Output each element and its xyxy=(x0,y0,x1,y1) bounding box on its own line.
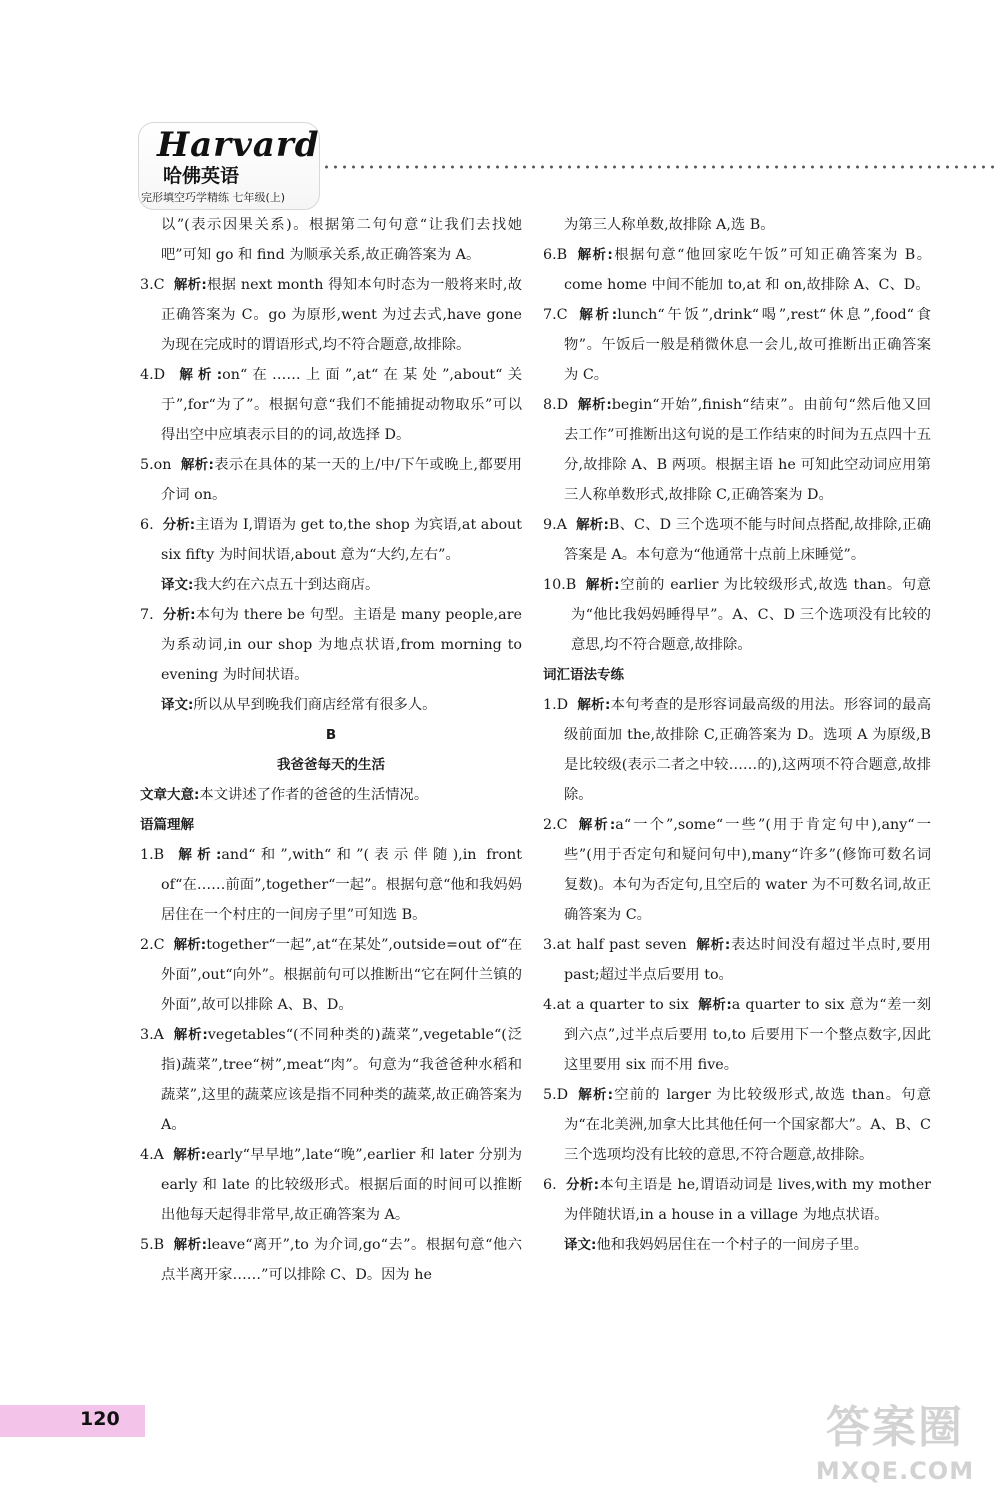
watermark-chinese: 答案圈 xyxy=(826,1402,964,1453)
book-subtitle: 完形填空巧学精练 七年级(上) xyxy=(141,191,286,204)
item-keyword: 解析: xyxy=(585,577,620,593)
item-text: 语篇理解 xyxy=(140,817,194,833)
item-text: 本文讲述了作者的爸爸的生活情况。 xyxy=(199,787,429,803)
answer-item xyxy=(543,240,931,300)
answer-item xyxy=(140,570,522,600)
answer-item xyxy=(140,690,522,720)
brand-english-title: Harvard xyxy=(157,125,320,165)
item-text: a quarter to six 意为“差一刻到六点”,过半点后要用 to,to 后要用下一个整点数字,因此这里要用 six 而不用 five。 xyxy=(564,997,932,1073)
answer-item xyxy=(543,990,931,1080)
item-number: 4.at a quarter to six xyxy=(543,997,689,1013)
item-number: 3.at half past seven xyxy=(543,937,687,953)
item-keyword: 解析: xyxy=(577,697,611,713)
answer-item xyxy=(140,450,522,510)
site-watermark xyxy=(800,1400,990,1495)
answer-item xyxy=(140,360,522,450)
item-text: begin“开始”,finish“结束”。由前句“然后他又回去工作”可推断出这句说的是工作结束的时间为五点四十五分,故排除 A、B 两项。根据主语 he 可知此空动词应用第三人称单数形式,故排除 C,正确答案为 D。 xyxy=(564,397,931,503)
item-number: 6. xyxy=(543,1177,557,1193)
answer-item xyxy=(140,840,522,930)
item-text: 他和我妈妈居住在一个村子的一间房子里。 xyxy=(596,1237,869,1253)
item-text: 为第三人称单数,故排除 A,选 B。 xyxy=(564,217,775,233)
page-number: 120 xyxy=(80,1408,120,1430)
item-keyword: 解析: xyxy=(173,1237,208,1253)
item-keyword: 译文: xyxy=(564,1237,597,1253)
item-text: 空前的 larger 为比较级形式,故选 than。句意为“在北美洲,加拿大比其他任何一个国家都大”。A、B、C 三个选项均没有比较的意思,不符合题意,故排除。 xyxy=(564,1087,931,1163)
item-number: 5.on xyxy=(140,457,172,473)
answer-item xyxy=(140,210,522,270)
item-keyword: 文章大意: xyxy=(140,787,200,803)
item-keyword: 解析: xyxy=(180,457,214,473)
item-number: 5.D xyxy=(543,1087,569,1103)
item-text: 表达时间没有超过半点时,要用 past;超过半点后要用 to。 xyxy=(564,937,931,983)
item-keyword: 译文: xyxy=(161,697,194,713)
answer-item xyxy=(140,810,522,840)
item-text: 以”(表示因果关系)。根据第二句句意“让我们去找她吧”可知 go 和 find 为顺承关系,故正确答案为 A。 xyxy=(161,217,522,263)
answer-item xyxy=(543,1170,931,1230)
answer-item xyxy=(140,1230,522,1290)
answer-item xyxy=(140,930,522,1020)
answer-item xyxy=(543,1080,931,1170)
brand-chinese-title: 哈佛英语 xyxy=(163,165,240,187)
item-keyword: 译文: xyxy=(161,577,194,593)
answer-item xyxy=(543,210,931,240)
item-keyword: 解析: xyxy=(172,1027,208,1043)
item-keyword: 解析: xyxy=(575,517,609,533)
item-number: 1.D xyxy=(543,697,569,713)
item-number: 6.B xyxy=(543,247,568,263)
item-keyword: 解析: xyxy=(174,367,223,383)
item-keyword: 解析: xyxy=(576,817,616,833)
answer-item xyxy=(543,570,931,660)
item-keyword: 解析: xyxy=(695,937,731,953)
item-number: 10.B xyxy=(543,577,577,593)
answer-item xyxy=(140,1020,522,1140)
answer-item xyxy=(543,690,931,810)
item-text: vegetables“(不同种类的)蔬菜”,vegetable“(泛指)蔬菜”,tree“树”,meat“肉”。句意为“我爸爸种水稻和蔬菜”,这里的蔬菜应该是指不同种类的蔬菜,故正确答案为 A。 xyxy=(161,1027,522,1133)
answer-item xyxy=(140,750,522,780)
item-keyword: 分析: xyxy=(162,607,196,623)
item-keyword: 分析: xyxy=(565,1177,600,1193)
answer-item xyxy=(543,1230,931,1260)
item-text: a“一个”,some“一些”(用于肯定句中),any“一些”(用于否定句和疑问句中),many“许多”(修饰可数名词复数)。本句为否定句,且空后的 water 为不可数名词,故正确答案为 C。 xyxy=(564,817,931,923)
item-text: 所以从早到晚我们商店经常有很多人。 xyxy=(193,697,437,713)
answer-item xyxy=(543,660,931,690)
item-text: 空前的 earlier 为比较级形式,故选 than。句意为“他比我妈妈睡得早”。A、C、D 三个选项没有比较的意思,均不符合题意,故排除。 xyxy=(571,577,931,653)
item-number: 1.B xyxy=(140,847,165,863)
item-keyword: 解析: xyxy=(577,1087,614,1103)
item-text: 本句考查的是形容词最高级的用法。形容词的最高级前面加 the,故排除 C,正确答案为 D。选项 A 为原级,B 是比较级(表示二者之中较……的),这两项不符合题意,故排除。 xyxy=(564,697,931,803)
item-number: 5.B xyxy=(140,1237,165,1253)
item-text: 主语为 I,谓语为 get to,the shop 为宾语,at about six fifty 为时间状语,about 意为“大约,左右”。 xyxy=(161,517,523,563)
item-number: 4.D xyxy=(140,367,166,383)
answer-item xyxy=(543,300,931,390)
answer-item xyxy=(140,600,522,690)
book-brand-logo xyxy=(138,122,320,210)
item-number: 7. xyxy=(140,607,154,623)
answer-item xyxy=(543,510,931,570)
item-text: 本句主语是 he,谓语动词是 lives,with my mother 为伴随状语,in a house in a village 为地点状语。 xyxy=(564,1177,932,1223)
item-keyword: 解析: xyxy=(577,397,612,413)
answer-item xyxy=(543,390,931,510)
item-text: lunch“午饭”,drink“喝”,rest“休息”,food“食物”。午饭后一般是稍微休息一会儿,故可推断出正确答案为 C。 xyxy=(564,307,931,383)
item-number: 4.A xyxy=(140,1147,164,1163)
item-number: 2.C xyxy=(543,817,568,833)
item-text: 根据 next month 得知本句时态为一般将来时,故正确答案为 C。go 为原形,went 为过去式,have gone 为现在完成时的谓语形式,均不符合题意,故排除。 xyxy=(161,277,523,353)
item-text: 表示在具体的某一天的上/中/下午或晚上,都要用介词 on。 xyxy=(161,457,522,503)
item-text: 根据句意“他回家吃午饭”可知正确答案为 B。come home 中间不能加 to,at 和 on,故排除 A、C、D。 xyxy=(564,247,931,293)
answer-item xyxy=(543,810,931,930)
item-number: 8.D xyxy=(543,397,569,413)
item-text: 本句为 there be 句型。主语是 many people,are 为系动词,in our shop 为地点状语,from morning to evening 为时间状语。 xyxy=(161,607,522,683)
item-keyword: 解析: xyxy=(173,937,207,953)
item-text: 我大约在六点五十到达商店。 xyxy=(193,577,380,593)
item-number: 2.C xyxy=(140,937,165,953)
left-column xyxy=(140,210,522,1290)
item-text: and“和”,with“和”(表示伴随),in front of“在……前面”,together“一起”。根据句意“他和我妈妈居住在一个村庄的一间房子里”可知选 B。 xyxy=(161,847,522,923)
item-text: on“在……上面”,at“在某处”,about“关于”,for“为了”。根据句意“我们不能捕捉动物取乐”可以得出空中应填表示目的的词,故选择 D。 xyxy=(161,367,522,443)
item-number: 7.C xyxy=(543,307,568,323)
item-number: 9.A xyxy=(543,517,567,533)
item-text: 我爸爸每天的生活 xyxy=(277,757,385,773)
item-number: 3.A xyxy=(140,1027,164,1043)
answer-item xyxy=(140,510,522,570)
item-keyword: 解析: xyxy=(697,997,732,1013)
answer-item xyxy=(140,720,522,750)
item-text: 词汇语法专练 xyxy=(543,667,624,683)
answer-item xyxy=(543,930,931,990)
item-number: 6. xyxy=(140,517,154,533)
header-dotted-rule xyxy=(322,164,1000,170)
item-text: together“一起”,at“在某处”,outside=out of“在外面”,out“向外”。根据前句可以推断出“它在阿什兰镇的外面”,故可以排除 A、B、D。 xyxy=(161,937,522,1013)
item-keyword: 解析: xyxy=(173,847,222,863)
answer-item xyxy=(140,780,522,810)
watermark-url: MXQE.COM xyxy=(815,1457,975,1485)
answer-item xyxy=(140,270,522,360)
item-text: leave“离开”,to 为介词,go“去”。根据句意“他六点半离开家……”可以排除 C、D。因为 he xyxy=(161,1237,522,1283)
page-number-tab xyxy=(0,1405,145,1437)
item-keyword: 解析: xyxy=(576,247,613,263)
item-keyword: 分析: xyxy=(162,517,196,533)
item-text: B xyxy=(325,727,337,743)
item-keyword: 解析: xyxy=(173,277,207,293)
right-column xyxy=(543,210,931,1260)
item-text: early“早早地”,late“晚”,earlier 和 later 分别为 early 和 late 的比较级形式。根据后面的时间可以推断出他每天起得非常早,故正确答案为 A。 xyxy=(161,1147,523,1223)
answer-item xyxy=(140,1140,522,1230)
item-keyword: 解析: xyxy=(172,1147,207,1163)
item-number: 3.C xyxy=(140,277,165,293)
item-keyword: 解析: xyxy=(576,307,618,323)
item-text: B、C、D 三个选项不能与时间点搭配,故排除,正确答案是 A。本句意为“他通常十点前上床睡觉”。 xyxy=(564,517,931,563)
